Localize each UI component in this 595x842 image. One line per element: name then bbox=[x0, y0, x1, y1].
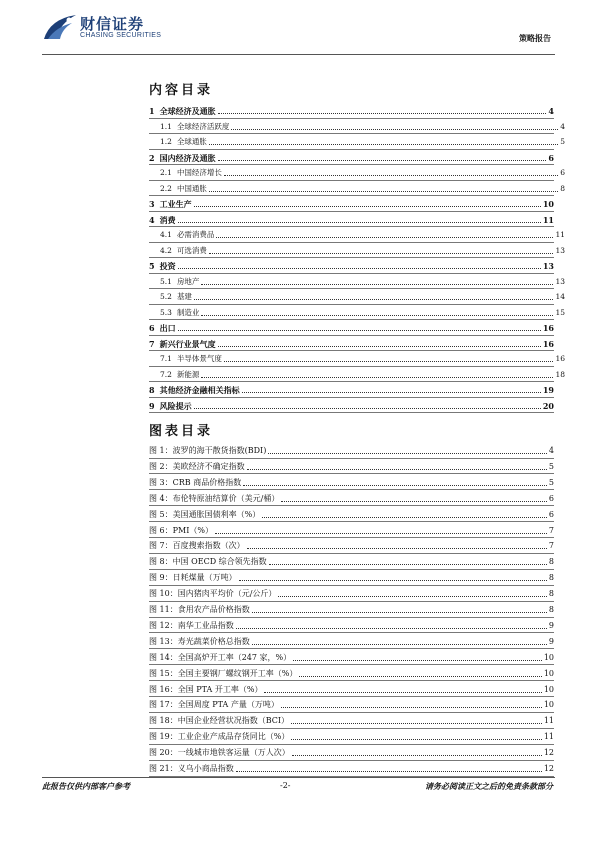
toc-entry-label bbox=[160, 184, 207, 194]
figure-entry-page: 8 bbox=[548, 589, 554, 599]
figure-entry[interactable] bbox=[149, 492, 554, 504]
toc-leader bbox=[194, 408, 541, 409]
toc-leader bbox=[231, 129, 558, 130]
toc-leader bbox=[194, 206, 541, 207]
figure-entry-label: 图 1：波罗的海干散货指数(BDI) bbox=[149, 446, 267, 455]
figure-leader bbox=[278, 596, 546, 597]
toc-leader bbox=[178, 330, 541, 331]
footer-notice: 请务必阅读正文之后的免责条款部分 bbox=[425, 781, 553, 791]
toc-entry[interactable] bbox=[149, 352, 565, 364]
figure-entry-page: 10 bbox=[543, 700, 554, 710]
figure-entry-label: 图 10：国内猪肉平均价（元/公斤） bbox=[149, 589, 277, 599]
figure-entry[interactable] bbox=[149, 460, 554, 472]
figure-entry[interactable] bbox=[149, 524, 554, 536]
toc-divider bbox=[149, 133, 554, 134]
figure-entry[interactable] bbox=[149, 587, 554, 599]
toc-entry-page: 16 bbox=[555, 354, 565, 363]
toc-entry-page: 10 bbox=[542, 199, 554, 209]
figures-title: 图表目录 bbox=[149, 424, 214, 439]
figure-divider bbox=[149, 585, 554, 586]
toc-entry-label bbox=[160, 122, 229, 132]
toc-entry-text: 房地产 bbox=[176, 276, 200, 286]
toc-entry[interactable] bbox=[149, 337, 554, 349]
toc-divider bbox=[149, 397, 554, 398]
figure-entry[interactable] bbox=[149, 603, 554, 615]
toc-entry-label bbox=[149, 261, 176, 271]
figure-entry-label: 图 4：布伦特原油结算价（美元/桶） bbox=[149, 493, 280, 503]
figure-entry-label: 图 7：百度搜索指数（次） bbox=[149, 541, 245, 551]
toc-leader bbox=[194, 299, 554, 300]
toc-divider bbox=[149, 366, 554, 367]
toc-entry-label bbox=[160, 246, 207, 256]
toc-entry-text: 新能源 bbox=[176, 369, 200, 379]
figure-leader bbox=[268, 453, 547, 454]
toc-entry[interactable] bbox=[149, 182, 565, 194]
toc-entry-label bbox=[149, 339, 216, 349]
figure-entry-page: 11 bbox=[543, 732, 554, 742]
figure-entry-page: 12 bbox=[543, 748, 554, 758]
toc-leader bbox=[224, 175, 558, 176]
toc-entry-text: 风险提示 bbox=[159, 400, 192, 411]
figure-entry-label: 图 17：全国周度 PTA 产量（万吨） bbox=[149, 700, 279, 710]
toc-entry-number: 9 bbox=[149, 400, 155, 411]
figure-entry-label: 图 15：全国主要钢厂螺纹钢开工率（%） bbox=[149, 668, 298, 678]
figure-entry-label: 图 11：食用农产品价格指数 bbox=[149, 605, 250, 614]
figure-entry[interactable] bbox=[149, 730, 554, 742]
toc-entry[interactable] bbox=[149, 275, 565, 287]
toc-entry-number: 5.3 bbox=[160, 307, 172, 317]
figure-divider bbox=[149, 744, 554, 745]
figure-entry-page: 7 bbox=[548, 541, 554, 551]
figure-divider bbox=[149, 521, 554, 522]
figure-entry-label: 图 2：美欧经济不确定指数 bbox=[149, 461, 245, 471]
toc-entry-page: 4 bbox=[548, 106, 554, 116]
toc-divider bbox=[149, 226, 554, 227]
toc-leader bbox=[201, 377, 553, 378]
toc-entry-page: 11 bbox=[555, 230, 565, 239]
figure-entry[interactable] bbox=[149, 619, 554, 631]
report-type: 策略报告 bbox=[519, 33, 551, 43]
toc-entry[interactable] bbox=[149, 166, 565, 178]
figure-entry-label: 图 19：工业企业产成品存货同比（%） bbox=[149, 732, 290, 742]
toc-entry-number: 1.1 bbox=[160, 121, 172, 131]
toc-entry-page: 8 bbox=[560, 183, 565, 193]
toc-entry-page: 6 bbox=[548, 152, 554, 163]
toc-entry[interactable] bbox=[149, 244, 565, 256]
toc-entry[interactable] bbox=[149, 290, 565, 302]
toc-divider bbox=[149, 304, 554, 305]
figure-entry-label: 图 6：PMI（%） bbox=[149, 525, 213, 535]
toc-divider bbox=[149, 273, 554, 274]
figure-entry-label: 图 18：中国企业经营状况指数（BCI） bbox=[149, 716, 290, 726]
toc-entry[interactable] bbox=[149, 368, 565, 380]
toc-entry-page: 6 bbox=[560, 168, 565, 177]
toc-entry-page: 5 bbox=[560, 137, 565, 146]
toc-entry-text: 制造业 bbox=[176, 307, 200, 317]
toc-entry-number: 4.1 bbox=[160, 230, 172, 239]
toc-entry-label bbox=[160, 308, 199, 318]
toc-divider bbox=[149, 288, 554, 289]
figure-divider bbox=[149, 760, 554, 761]
figure-entry-label: 图 20：一线城市地铁客运量（万人次） bbox=[149, 748, 290, 758]
toc-divider bbox=[149, 118, 554, 119]
toc-entry-page: 13 bbox=[542, 261, 554, 271]
toc-divider bbox=[149, 195, 554, 196]
figure-entry-page: 9 bbox=[548, 620, 554, 630]
toc-entry-text: 半导体景气度 bbox=[176, 354, 222, 363]
toc-entry-text: 国内经济及通胀 bbox=[159, 152, 216, 163]
toc-leader bbox=[218, 346, 541, 347]
figure-divider bbox=[149, 648, 554, 649]
toc-leader bbox=[218, 160, 547, 161]
toc-entry-number: 4.2 bbox=[160, 245, 172, 255]
toc-leader bbox=[224, 361, 554, 362]
figure-leader bbox=[236, 628, 547, 629]
toc-leader bbox=[242, 392, 541, 393]
toc-entry-text: 全球经济活跃度 bbox=[176, 121, 230, 131]
toc-entry-number: 8 bbox=[149, 385, 155, 395]
toc-entry-number: 7.1 bbox=[160, 354, 172, 363]
figure-entry-page: 8 bbox=[548, 573, 554, 583]
toc-entry[interactable] bbox=[149, 151, 554, 163]
toc-entry-number: 4 bbox=[149, 214, 155, 225]
figure-entry-page: 8 bbox=[548, 605, 554, 614]
toc-divider bbox=[149, 350, 554, 351]
figure-entry[interactable] bbox=[149, 714, 554, 726]
figure-divider bbox=[149, 553, 554, 554]
toc-divider bbox=[149, 242, 554, 243]
figure-leader bbox=[252, 644, 547, 645]
figure-entry-page: 9 bbox=[548, 636, 554, 646]
toc-entry-text: 工业生产 bbox=[159, 199, 192, 209]
toc-entry-label bbox=[149, 323, 176, 333]
figure-entry[interactable] bbox=[149, 444, 554, 456]
toc-entry[interactable] bbox=[149, 135, 565, 147]
figure-entry-page: 10 bbox=[543, 652, 554, 662]
company-logo-icon bbox=[42, 13, 78, 41]
figure-divider bbox=[149, 728, 554, 729]
toc-entry-text: 可选消费 bbox=[176, 245, 207, 255]
figure-entry-label: 图 14：全国高炉开工率（247 家，%） bbox=[149, 652, 292, 662]
toc-entry-label bbox=[149, 199, 192, 209]
toc-entry-text: 全球经济及通胀 bbox=[159, 106, 216, 116]
figure-divider bbox=[149, 664, 554, 665]
toc-entry-text: 中国通胀 bbox=[176, 183, 207, 193]
toc-entry-page: 4 bbox=[560, 121, 565, 131]
figure-leader bbox=[215, 533, 547, 534]
figure-divider bbox=[149, 537, 554, 538]
toc-divider bbox=[149, 149, 554, 150]
toc-entry-page: 19 bbox=[542, 385, 554, 395]
toc-entry[interactable] bbox=[149, 383, 554, 395]
toc-leader bbox=[178, 268, 541, 269]
figure-leader bbox=[264, 692, 541, 693]
toc-entry-page: 13 bbox=[555, 276, 565, 286]
toc-entry-number: 1.2 bbox=[160, 137, 172, 146]
figure-leader bbox=[247, 548, 547, 549]
figure-divider bbox=[149, 696, 554, 697]
toc-entry-page: 16 bbox=[542, 338, 554, 349]
toc-entry[interactable] bbox=[149, 399, 554, 411]
figure-entry-page: 8 bbox=[548, 557, 554, 567]
figure-divider bbox=[149, 569, 554, 570]
toc-entry-label bbox=[160, 230, 214, 240]
toc-entry-label bbox=[149, 385, 240, 395]
figure-entry[interactable] bbox=[149, 571, 554, 583]
toc-leader bbox=[201, 284, 553, 285]
figure-leader bbox=[252, 612, 547, 613]
toc-entry-label bbox=[160, 370, 199, 380]
figure-leader bbox=[239, 580, 547, 581]
figure-entry[interactable] bbox=[149, 746, 554, 758]
company-name-en: CHASING SECURITIES bbox=[80, 32, 162, 39]
toc-leader bbox=[216, 237, 553, 238]
toc-entry-number: 7 bbox=[149, 338, 155, 349]
toc-divider bbox=[149, 211, 554, 212]
figure-entry-label: 图 3：CRB 商品价格指数 bbox=[149, 477, 242, 487]
figure-entry[interactable] bbox=[149, 539, 554, 551]
toc-entry-label bbox=[160, 168, 222, 178]
toc-leader bbox=[209, 253, 554, 254]
toc-entry-label bbox=[149, 401, 192, 411]
toc-entry-page: 11 bbox=[542, 214, 554, 225]
toc-entry-text: 新兴行业景气度 bbox=[159, 338, 216, 349]
toc-divider bbox=[149, 381, 554, 382]
figure-leader bbox=[262, 517, 547, 518]
figure-entry[interactable] bbox=[149, 555, 554, 567]
toc-entry-number: 2.2 bbox=[160, 183, 172, 193]
figure-leader bbox=[281, 707, 542, 708]
toc-entry-number: 2.1 bbox=[160, 168, 172, 177]
toc-leader bbox=[201, 315, 553, 316]
figure-divider bbox=[149, 712, 554, 713]
toc-divider bbox=[149, 412, 554, 413]
toc-entry-number: 7.2 bbox=[160, 369, 172, 379]
toc-entry-text: 其他经济金融相关指标 bbox=[159, 385, 240, 395]
toc-entry-page: 16 bbox=[542, 323, 554, 333]
toc-entry[interactable] bbox=[149, 213, 554, 225]
figure-entry-page: 4 bbox=[548, 446, 554, 455]
toc-divider bbox=[149, 319, 554, 320]
toc-entry[interactable] bbox=[149, 321, 554, 333]
toc-entry-label bbox=[149, 215, 176, 225]
figure-divider bbox=[149, 617, 554, 618]
toc-entry-text: 投资 bbox=[159, 261, 176, 271]
figure-entry-page: 7 bbox=[548, 525, 554, 535]
toc-entry-page: 15 bbox=[555, 307, 565, 317]
toc-entry-number: 1 bbox=[149, 106, 155, 116]
footer-rule bbox=[42, 777, 555, 778]
toc-entry-number: 2 bbox=[149, 152, 155, 163]
toc-entry-text: 基建 bbox=[176, 292, 192, 301]
figure-leader bbox=[243, 485, 547, 486]
toc-divider bbox=[149, 257, 554, 258]
figure-leader bbox=[247, 469, 547, 470]
figure-entry[interactable] bbox=[149, 698, 554, 710]
toc-entry-text: 消费 bbox=[159, 214, 176, 225]
footer-disclaimer: 此报告仅供内部客户参考 bbox=[42, 781, 130, 791]
figure-entry-label: 图 8：中国 OECD 综合领先指数 bbox=[149, 557, 267, 567]
figure-leader bbox=[293, 660, 542, 661]
toc-entry-number: 5 bbox=[149, 261, 155, 271]
figure-entry[interactable] bbox=[149, 667, 554, 679]
figure-entry-label: 图 5：美国通胀国债利率（%） bbox=[149, 509, 261, 519]
toc-entry-label bbox=[160, 292, 192, 302]
toc-entry-number: 5.2 bbox=[160, 292, 172, 301]
figure-entry-page: 10 bbox=[543, 668, 554, 678]
toc-entry-page: 13 bbox=[555, 245, 565, 255]
toc-divider bbox=[149, 180, 554, 181]
figure-leader bbox=[269, 564, 547, 565]
toc-leader bbox=[209, 191, 558, 192]
toc-entry[interactable] bbox=[149, 306, 565, 318]
toc-entry-text: 出口 bbox=[159, 323, 176, 333]
toc-entry-label bbox=[160, 354, 222, 364]
figure-entry[interactable] bbox=[149, 651, 554, 663]
figure-divider bbox=[149, 473, 554, 474]
header-rule bbox=[42, 54, 555, 55]
figure-divider bbox=[149, 458, 554, 459]
page-header bbox=[0, 0, 595, 56]
toc-entry-page: 18 bbox=[555, 369, 565, 379]
toc-entry-text: 中国经济增长 bbox=[176, 168, 222, 177]
toc-entry-label bbox=[160, 277, 199, 287]
toc-entry-number: 5.1 bbox=[160, 276, 172, 286]
figure-entry-page: 6 bbox=[548, 509, 554, 519]
figure-leader bbox=[281, 501, 547, 502]
figure-entry[interactable] bbox=[149, 508, 554, 520]
toc-leader bbox=[209, 144, 558, 145]
toc-entry-text: 必需消费品 bbox=[176, 230, 215, 239]
toc-leader bbox=[178, 222, 541, 223]
figure-entry-label: 图 16：全国 PTA 开工率（%） bbox=[149, 684, 263, 694]
figure-divider bbox=[149, 680, 554, 681]
toc-divider bbox=[149, 164, 554, 165]
figure-entry-page: 5 bbox=[548, 461, 554, 471]
toc-entry-number: 3 bbox=[149, 199, 155, 209]
figure-divider bbox=[149, 489, 554, 490]
figure-entry[interactable] bbox=[149, 635, 554, 647]
figure-leader bbox=[299, 676, 541, 677]
figure-leader bbox=[292, 755, 542, 756]
toc-entry-label bbox=[149, 153, 216, 163]
figure-entry-page: 6 bbox=[548, 493, 554, 503]
figure-leader bbox=[291, 739, 541, 740]
figure-entry-page: 11 bbox=[543, 716, 554, 726]
figure-entry-page: 12 bbox=[543, 764, 554, 773]
page-number: -2- bbox=[280, 781, 291, 790]
toc-entry-label bbox=[160, 137, 207, 147]
figure-divider bbox=[149, 505, 554, 506]
toc-entry-page: 20 bbox=[542, 400, 554, 411]
toc-entry-number: 6 bbox=[149, 323, 155, 333]
figure-entry-label: 图 21：义乌小商品指数 bbox=[149, 764, 234, 773]
toc-entry-page: 14 bbox=[555, 292, 565, 301]
figure-entry-label: 图 13：寿光蔬菜价格总指数 bbox=[149, 636, 250, 646]
toc-entry[interactable] bbox=[149, 104, 554, 116]
figure-leader bbox=[291, 723, 542, 724]
toc-entry[interactable] bbox=[149, 197, 554, 209]
figure-entry[interactable] bbox=[149, 762, 554, 774]
toc-divider bbox=[149, 335, 554, 336]
toc-leader bbox=[218, 113, 547, 114]
toc-title: 内容目录 bbox=[149, 83, 214, 98]
company-name-cn: 财信证券 bbox=[80, 15, 145, 33]
toc-entry-text: 全球通胀 bbox=[176, 137, 207, 146]
figure-entry[interactable] bbox=[149, 683, 554, 695]
figure-entry-label: 图 12：南华工业品指数 bbox=[149, 620, 234, 630]
figure-entry-label: 图 9：日耗煤量（万吨） bbox=[149, 573, 237, 583]
figure-divider bbox=[149, 601, 554, 602]
toc-entry[interactable] bbox=[149, 120, 565, 132]
figure-divider bbox=[149, 632, 554, 633]
figure-entry[interactable] bbox=[149, 476, 554, 488]
toc-entry[interactable] bbox=[149, 259, 554, 271]
figure-leader bbox=[236, 771, 542, 772]
toc-entry[interactable] bbox=[149, 228, 565, 240]
figure-entry-page: 5 bbox=[548, 477, 554, 487]
toc-entry-label bbox=[149, 106, 216, 116]
figure-entry-page: 10 bbox=[543, 684, 554, 694]
